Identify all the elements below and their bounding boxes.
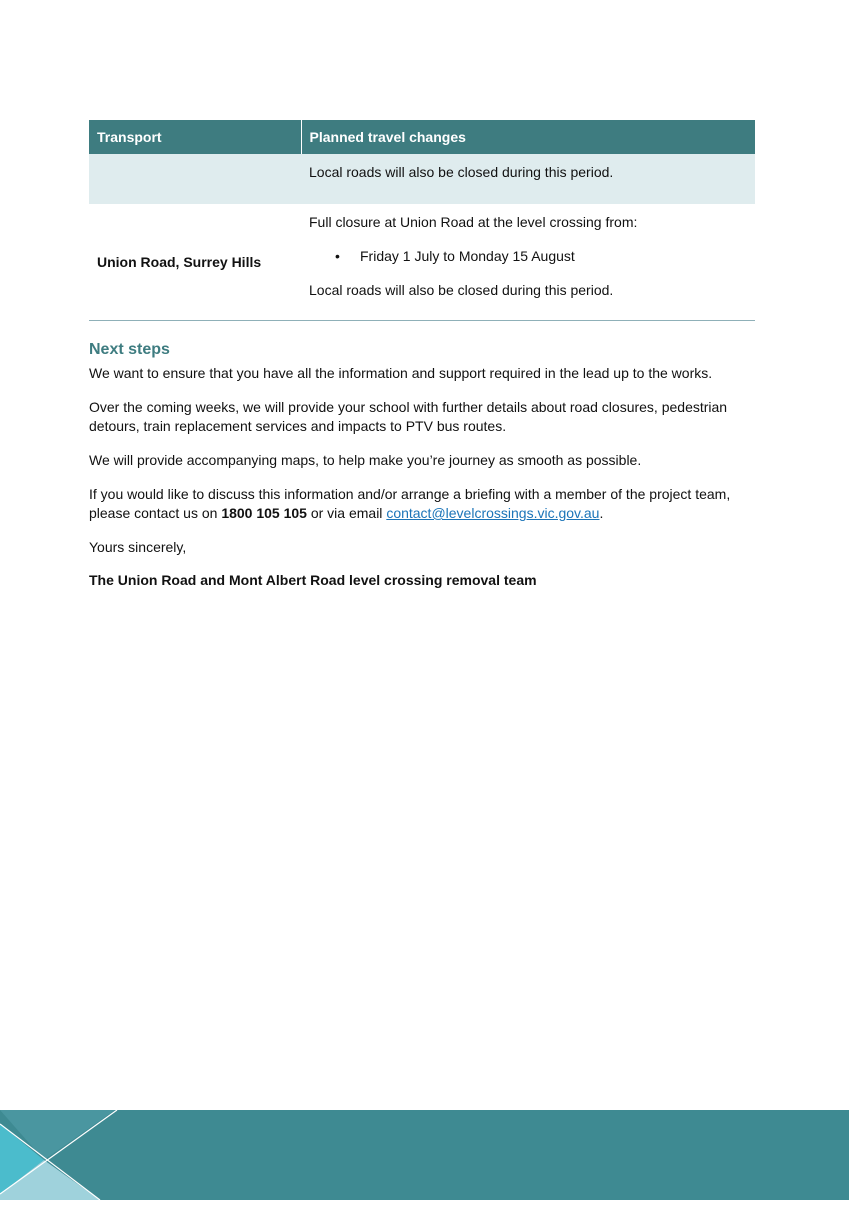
phone-number: 1800 105 105 [221,505,307,521]
contact-paragraph [89,485,755,523]
travel-changes-table [89,120,755,321]
document-page [89,120,755,588]
closing-text: Yours sincerely, [89,539,187,555]
paragraph: Over the coming weeks, we will provide your school with further details about road closures, pedestrian detours, train replacement services and impacts to PTV bus routes. [89,399,728,434]
changes-intro: Full closure at Union Road at the level crossing from: [309,214,638,230]
contact-text: or via email [306,505,387,521]
table-header-row [89,120,755,154]
changes-cell [301,154,755,204]
changes-text: Local roads will also be closed during this period. [309,164,614,180]
section-heading: Next steps [89,341,170,358]
contact-text: . [599,505,604,521]
list-item-text: Friday 1 July to Monday 15 August [360,248,575,264]
paragraph: We want to ensure that you have all the information and support required in the lead up to the works. [89,365,713,381]
contact-text: If you would like to discuss this information and/or arrange a briefing with a member of the project team, please contact us on [89,486,731,521]
bullet-icon: • [335,248,340,264]
email-link[interactable]: contact@levelcrossings.vic.gov.au [386,505,600,521]
changes-outro: Local roads will also be closed during this period. [309,282,614,298]
header-transport: Transport [89,120,301,154]
transport-cell [89,154,301,204]
paragraph: We will provide accompanying maps, to help make you’re journey as smooth as possible. [89,452,642,468]
footer-graphic [0,1110,849,1200]
footer-background [0,1110,849,1200]
footer-decoration [0,1110,849,1200]
list-item [309,247,747,266]
header-planned-changes: Planned travel changes [301,120,755,154]
table-row [89,204,755,321]
changes-cell [301,204,755,321]
changes-list [309,247,747,266]
transport-cell: Union Road, Surrey Hills [89,204,301,321]
signoff-team: The Union Road and Mont Albert Road level crossing removal team [89,572,537,588]
table-row [89,154,755,204]
